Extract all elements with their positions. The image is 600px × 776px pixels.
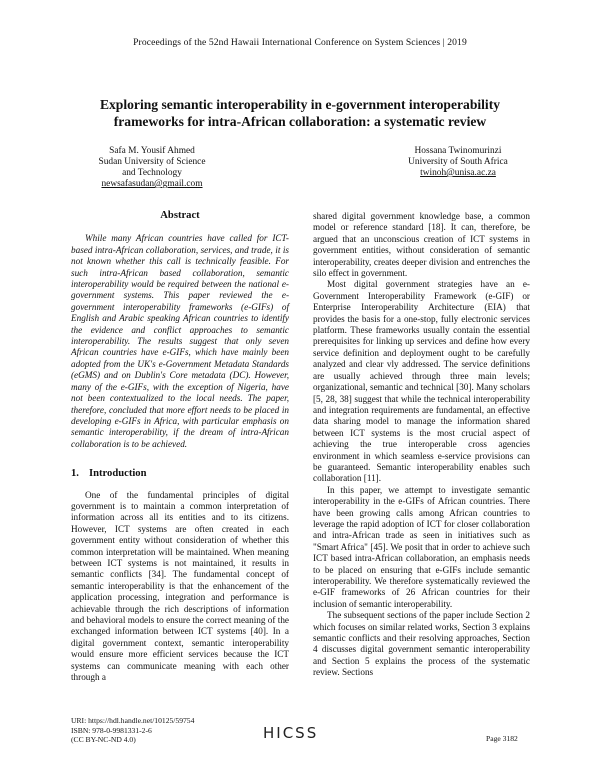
footer-license: (CC BY-NC-ND 4.0)	[71, 735, 136, 745]
page-number: Page 3182	[486, 734, 518, 743]
author-2-affiliation: University of South Africa	[408, 157, 508, 167]
section-number: 1.	[71, 468, 79, 480]
abstract-heading: Abstract	[160, 210, 200, 221]
paper-title-line-2: frameworks for intra-African collaboration: a systematic review	[113, 114, 487, 129]
author-2	[388, 146, 528, 179]
left-column	[71, 210, 289, 683]
author-1	[82, 146, 222, 190]
proceedings-header: Proceedings of the 52nd Hawaii International Conference on System Sciences | 2019	[133, 37, 467, 48]
abstract-text: While many African countries have called for ICT-based intra-African collaboration, services, and trade, it is not known whether this call is technically feasible. For such intra-African based collaboration, semantic interoperability would be required between the national e-government systems. This paper reviewed the e-government interoperability frameworks (e-GIFs) of English and Arabic speaking African countries to identify the evidence and conflict approaches to semantic interoperability. The results suggest that only seven African countries have e-GIFs, which have mainly been adopted from the UK's e-Government Metadata Standards (eGMS) and on Dublin's Core metadata (DC). However, many of the e-GIFs, with the exception of Nigeria, have not been contextualized to the local needs. The paper, therefore, concluded that more effort needs to be placed in developing e-GIFs in Africa, with particular emphasis on semantic interoperability, if the dream of intra-African collaboration is to be achieved.	[71, 233, 289, 449]
author-2-email-link[interactable]: twinoh@unisa.ac.za	[420, 168, 496, 178]
author-1-email-link[interactable]: newsafasudan@gmail.com	[101, 179, 203, 189]
introduction-paragraph-1: One of the fundamental principles of digital government is to maintain a common interpretation of information across all its entities and to its citizens. However, ICT systems are often created in each government entity without consideration of whether this common interpretation will be maintained. When meaning between ICT systems is not maintained, it results in semantic conflicts [34]. The fundamental concept of semantic interoperability is that the enhancement of the application processing, integration and performance is achievable through the rich descriptions of information and behavioral models to ensure the correct meaning of the exchanged information between ICT systems [40]. In a digital government context, semantic interoperability would ensure more efficient services because the ICT systems can communicate meaning with each other through a	[71, 489, 289, 683]
footer-isbn: ISBN: 978-0-9981331-2-6	[71, 725, 152, 735]
author-1-affiliation-line-2: and Technology	[122, 168, 182, 178]
author-1-affiliation-line-1: Sudan University of Science	[98, 157, 206, 167]
hicss-logo: HICSS	[263, 724, 319, 742]
paper-title-line-1: Exploring semantic interoperability in e-government interoperability	[99, 97, 501, 112]
introduction-paragraph-3: In this paper, we attempt to investigate semantic interoperability in the e-GIFs of African countries. There have been growing calls among African countries to leverage the rapid adoption of ICT for closer collaboration and intra-African trade as seen in initiatives such as "Smart Africa" [45]. We posit that in order to achieve such ICT based intra-African collaboration, an emphasis needs to be placed on ensuring that e-GIFs include semantic interoperability. We therefore systematically reviewed the e-GIF frameworks of 26 African countries for their inclusion of semantic interoperability.	[313, 484, 530, 609]
section-title-text: Introduction	[89, 468, 147, 480]
introduction-heading	[71, 468, 289, 479]
footer-uri[interactable]: URI: https://hdl.handle.net/10125/59754	[71, 716, 195, 725]
footer-identifiers	[71, 716, 194, 745]
right-column	[313, 211, 530, 679]
introduction-paragraph-1-continued: shared digital government knowledge base, a common model or reference standard [18]. It can, therefore, be argued that an unconscious creation of ICT systems in government entities, without consideration of semantic interoperability, creates deeper division and entrenches the silo effect in government.	[313, 211, 530, 279]
author-2-name: Hossana Twinomurinzi	[414, 146, 502, 156]
introduction-paragraph-2: Most digital government strategies have an e-Government Interoperability Framework (e-GIF) or Enterprise Interoperability Architecture (EIA) that provides the basis for a one-stop, fully electronic services platform. These frameworks usually contain the essential prerequisites for linking up services and define how every service definition and deployment ought to be carefully analyzed and clear vly addressed. The service definitions are usually achieved through three main levels; organizational, semantic and technical [30]. Many scholars [5, 28, 38] suggest that while the technical interoperability and integration requirements are fundamental, an effective data sharing model to manage the information shared between ICT systems is the most crucial aspect of achieving the true interoperable cross agencies environment in which seamless e-service provisions can be guaranteed. Semantic interoperability enables such collaboration [11].	[313, 279, 530, 484]
paper-title	[80, 96, 520, 130]
author-1-name: Safa M. Yousif Ahmed	[109, 146, 195, 156]
introduction-paragraph-4: The subsequent sections of the paper include Section 2 which focuses on similar related works, Section 3 explains semantic conflicts and their resolving approaches, Section 4 discusses digital government semantic interoperability and Section 5 explains the process of the systematic review. Sections	[313, 610, 530, 678]
